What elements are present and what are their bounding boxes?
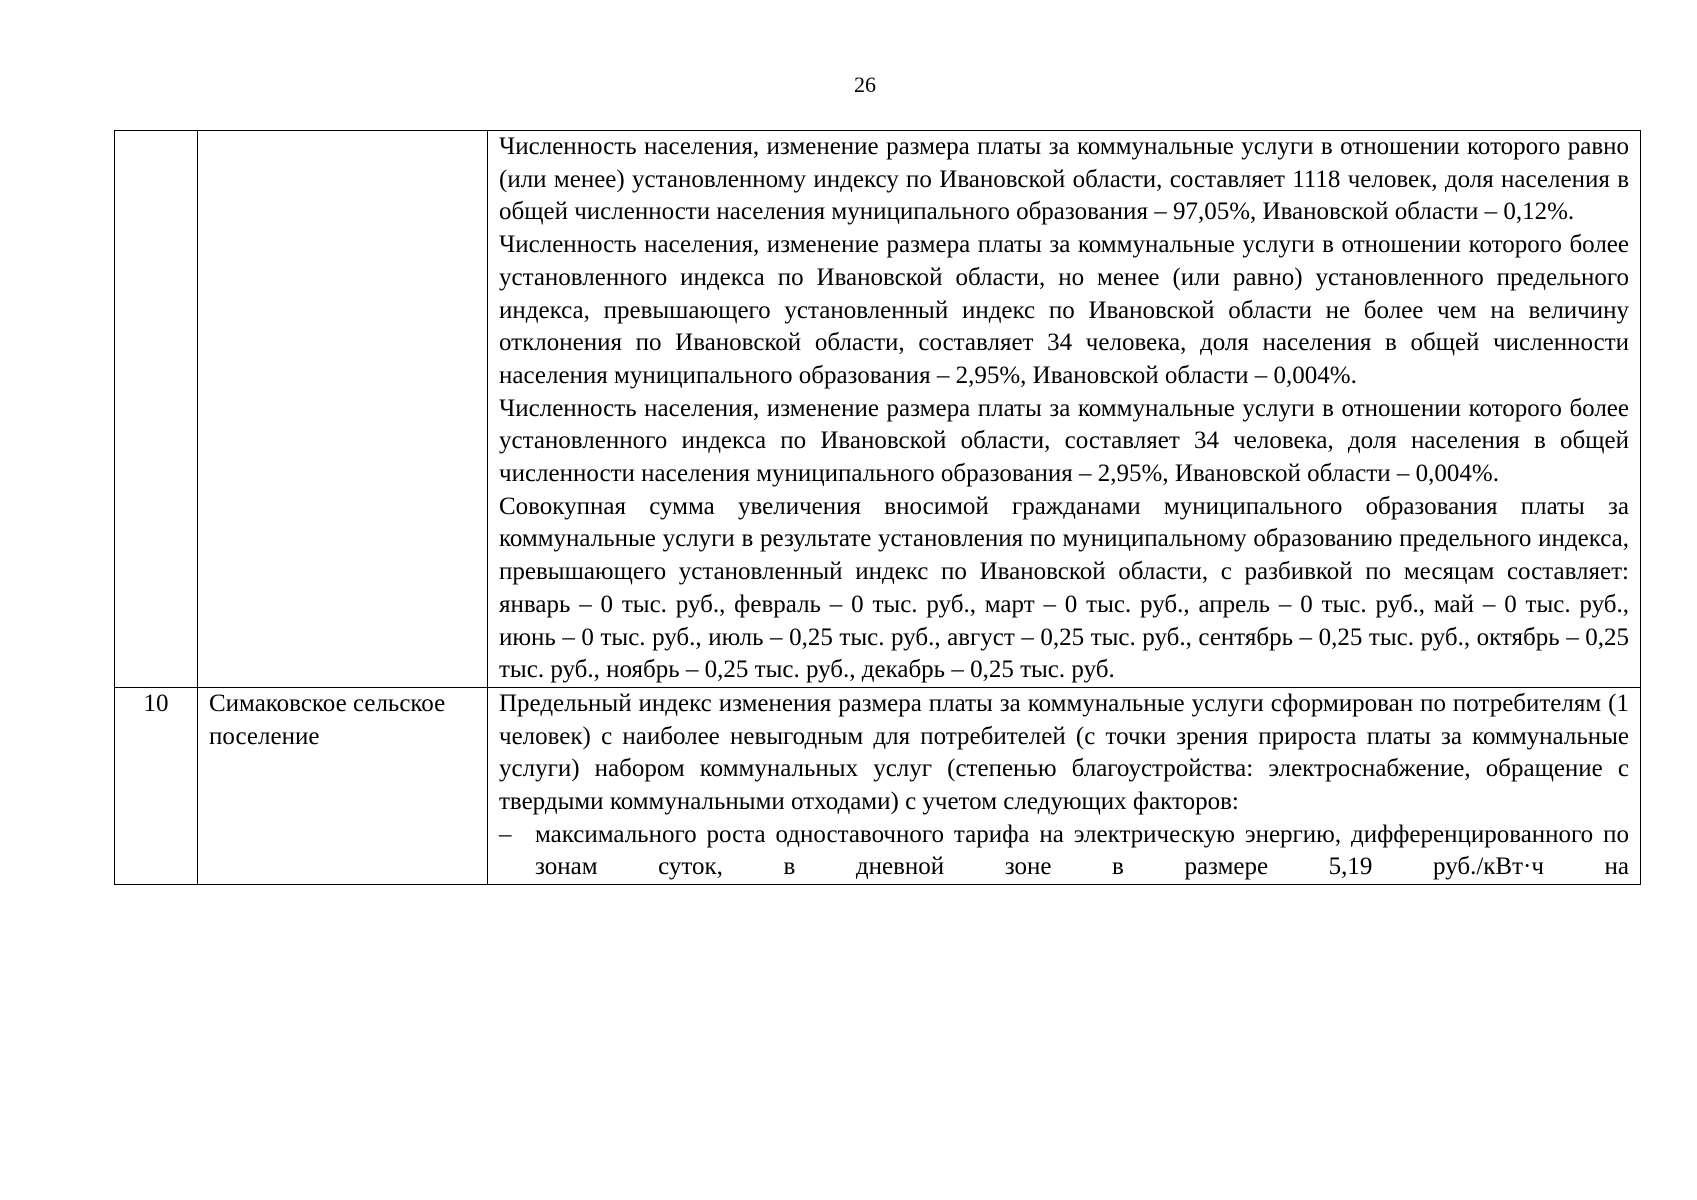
municipal-index-table	[114, 130, 1641, 885]
row-number-cell	[115, 131, 198, 688]
paragraph: Численность населения, изменение размера платы за коммунальные услуги в отношении которого равно (или менее) установленному индексу по Ивановской области, составляет 1118 человек, доля населения в общей численности населения муниципального образования – 97,05%, Ивановской области – 0,12%.	[499, 133, 1629, 226]
paragraph: Предельный индекс изменения размера платы за коммунальные услуги сформирован по потребителям (1 человек) с наиболее невыгодным для потребителей (с точки зрения прироста платы за коммунальные услуги) набором коммунальных услуг (степенью благоустройства: электроснабжение, обращение с твердыми коммунальными отходами) с учетом следующих факторов:	[499, 689, 1629, 816]
bullet-marker: –	[499, 820, 512, 848]
page-number: 26	[854, 72, 876, 97]
paragraph: Численность населения, изменение размера платы за коммунальные услуги в отношении которого более установленного индекса по Ивановской области, составляет 34 человека, доля населения в общей численности населения муниципального образования – 2,95%, Ивановской области – 0,004%.	[499, 394, 1629, 488]
bullet-item	[499, 819, 1629, 884]
table-row	[115, 131, 1641, 688]
municipality-name-cell: Симаковское сельское поселение	[198, 687, 488, 884]
table-row	[115, 687, 1641, 884]
municipality-name-cell	[198, 131, 488, 688]
paragraph: Совокупная сумма увеличения вносимой гражданами муниципального образования платы за коммунальные услуги в результате установления по муниципальному образованию предельного индекса, превышающего установленный индекс по Ивановской области, с разбивкой по месяцам составляет: январь – 0 тыс. руб., февраль – 0 тыс. руб., март – 0 тыс. руб., апрель – 0 тыс. руб., май – 0 тыс. руб., июнь – 0 тыс. руб., июль – 0,25 тыс. руб., август – 0,25 тыс. руб., сентябрь – 0,25 тыс. руб., октябрь – 0,25 тыс. руб., ноябрь – 0,25 тыс. руб., декабрь – 0,25 тыс. руб.	[499, 492, 1629, 684]
row-number-cell: 10	[115, 687, 198, 884]
description-cell	[488, 687, 1641, 884]
bullet-text: максимального роста одноставочного тарифа на электрическую энергию, дифференцированного по зонам суток, в дневной зоне в размере 5,19 руб./кВт·ч на	[535, 820, 1629, 881]
description-cell	[488, 131, 1641, 688]
paragraph: Численность населения, изменение размера платы за коммунальные услуги в отношении которого более установленного индекса по Ивановской области, но менее (или равно) установленного предельного индекса, превышающего установленный индекс по Ивановской области не более чем на величину отклонения по Ивановской области, составляет 34 человека, доля населения в общей численности населения муниципального образования – 2,95%, Ивановской области – 0,004%.	[499, 231, 1629, 389]
